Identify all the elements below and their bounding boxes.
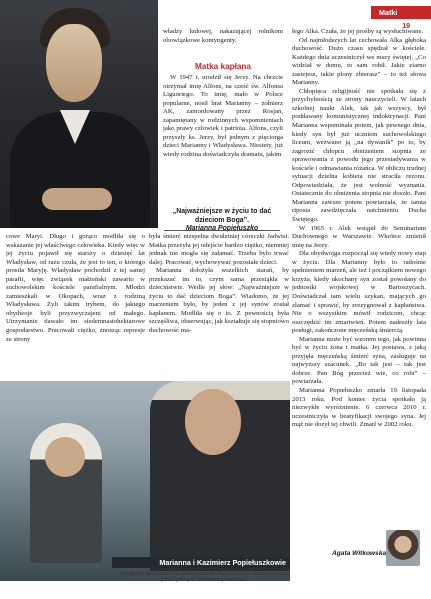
paragraph: Chłopięca religijność nie spotkała się z przychylnością ze strony nauczycieli. W latach szkolnej nauki Alek, tak jak wszyscy, był poddawany komunistycznej indoktrynacji. Pani Marianna wspominała potem, jak pewnego dnia, kiedy syn był już uczniem suchowolskiego liceum, wezwano ją „na dywanik” po to, by zagrozić chłopcu obniżeniem stopnia ze sprawowania z powodu jego przesiadywania w kościele i odmawiania różańca. W obliczu trudnej sytuacji dzielna kobieta nie straciła rezonu. Odpowiedziała, że jest wolność wyznania. Ostatecznie do obniżenia stopnia nie doszło. Pani Marianna zawsze potem powtarzała, że tamta riposta zawdzięczała natchnieniu Ducha Świętego. bbox=[292, 87, 426, 224]
paragraph: władzy ludowej, nakazującej rolnikom obowiązkowe kontyngenty. bbox=[163, 28, 283, 44]
paragraph: Marianna dołożyła wszelkich starań, by przekazać im to, czym sama przesiąkła w dzieciństwie. Wedle jej słów: „Najważniejsze w życiu to dać dzieciom Boga”. Wiadomo, że jej marzeniem było, by jeden z jej synów został kapłanem. Modliła się o to. Z pewnością była szczęśliwa, obserwując, jak kształtuje się stopniowo duchowość ma- bbox=[149, 267, 289, 335]
photo-credit: Fotografie pochodzą z archiwum rodziny Popiełuszków, udostępnionego przez panią dr. Robertową Zaduraść. bbox=[120, 571, 290, 584]
paragraph: łego Alka. Czuła, że jej prośby są wysłuchiwane. bbox=[292, 28, 424, 35]
divider bbox=[164, 230, 280, 231]
author-name: Agata Witkowska bbox=[332, 550, 387, 557]
pull-quote-attribution: Marianna Popiełuszko bbox=[185, 225, 259, 233]
paragraph: Od najmłodszych lat cechowała Alka głęboka duchowość. Dużo czasu spędzał w kościele. Każdego dnia uczestniczył we mszy świętej. „Co widział w domu, to sam robił. Jakie ziarno zasiejesz, takie plony zbierasz” – to też słowa Marianny. bbox=[292, 36, 426, 87]
column-2-top bbox=[163, 28, 283, 48]
author-photo bbox=[386, 530, 420, 566]
page-number: 19 bbox=[402, 21, 411, 30]
paragraph: Marianna Popiełuszko zmarła 19 listopada 2013 roku. Pod koniec życia spotkało ją niezwykłe wyróżnienie. 6 czerwca 2010 r. uczestniczyła w beatyfikacji swojego syna. Jej mąż nie dożył tej chwili. Zmarł w 2002 roku. bbox=[292, 386, 426, 429]
photo-mother-and-son bbox=[0, 381, 290, 581]
section-title: Matka kapłana bbox=[195, 62, 251, 71]
paragraph: cowe Maryi. Długo i gorąco modliła się o wskazanie jej właściwego człowieka. Kiedy więc w jej życiu pojawił się starszy o dziesięć lat Władysław, od razu czuła, że jest to ten, o którego prosiła Maryję. Władysław pochodził z tej samej parafii, więc związek małżeński zawarto w suchowolskim kościele parafialnym. Młodzi zamieszkali w Okopach, wraz z rodziną Władysława. Żyli takim trybem, do jakiego obydwoje byli przyzwyczajeni od małego. Utrzymanie dawało im siedemnastohektarowe gospodarstwo. Pracowali ciężko, znosząc represje ze strony bbox=[6, 233, 145, 343]
paragraph: była śmierć niespełna dwuletniej córeczki Jadwisi. Matka przeżyła jej odejście bardzo ciężko, niemniej jednak nie mogła się załamać. Trzeba było trwać dalej. Pracować, wychowywać pozostałe dzieci. bbox=[149, 233, 289, 266]
pull-quote-text: „Najważniejsze w życiu to dać dzieciom Boga”. bbox=[172, 208, 272, 224]
column-1-bottom bbox=[6, 233, 145, 378]
paragraph: W 1965 r. Alek wstąpił do Seminarium Duchownego w Warszawie. Wkrótce zmienił imię na Jerzy. bbox=[292, 224, 426, 249]
column-3 bbox=[292, 28, 426, 526]
section-header-tab bbox=[371, 6, 431, 30]
portrait-photo-priest bbox=[0, 0, 158, 228]
column-2-bottom bbox=[149, 233, 289, 378]
column-2-mid bbox=[163, 74, 283, 202]
paragraph: W 1947 r. urodził się Jerzy. Na chrzcie otrzymał imię Alfons, na cześć św. Alfonsa Liguoriego. To imię, mało w Polsce popularne, nosił brat Marianny – żołnierz AK, zamordowany przez Rosjan, zapamiętany w rodzinnych wspomnieniach jako prawy człowiek i patriota. Alfons, czyli przyszły ks. Jerzy, był jednym z pięciorga dzieci Marianny i Władysława. Niestety, już wtedy rodzina doświadczyła dramatu, jakim bbox=[163, 74, 283, 158]
section-name: Matki Polki bbox=[379, 8, 398, 30]
photo-caption: Marianna i Kazimierz Popiełuszkowie bbox=[112, 557, 290, 568]
paragraph: Marianna może być wzorem tego, jak powinna być w życiu żona i matka. Jej postawa, z jaką przyjęła męczeńską śmierć syna, zasługuje na najwyższy szacunek. „Bo tak jest – tak jest dobrze. Pan Bóg przecież wie, co robi” – powtarzała. bbox=[292, 335, 426, 386]
paragraph: Dla obydwojga rozpoczął się wtedy nowy etap w życiu. Dla Marianny było to radośnie spełnieniem marzeń, ale też i początkiem nowego krzyża, kiedy ukochany syn został powołany do jednostki wojskowej w Bartoszycach. Doświadczał tam wielu szykan, mających go złamać i sprawić, by zrezygnował z kapłaństwa. Nie o wszystkim mówił rodzicom, chcąc oszczędzić im zmartwień. Potem nadeszły lata posługi, zakończone męczeńską śmiercią. bbox=[292, 250, 426, 335]
